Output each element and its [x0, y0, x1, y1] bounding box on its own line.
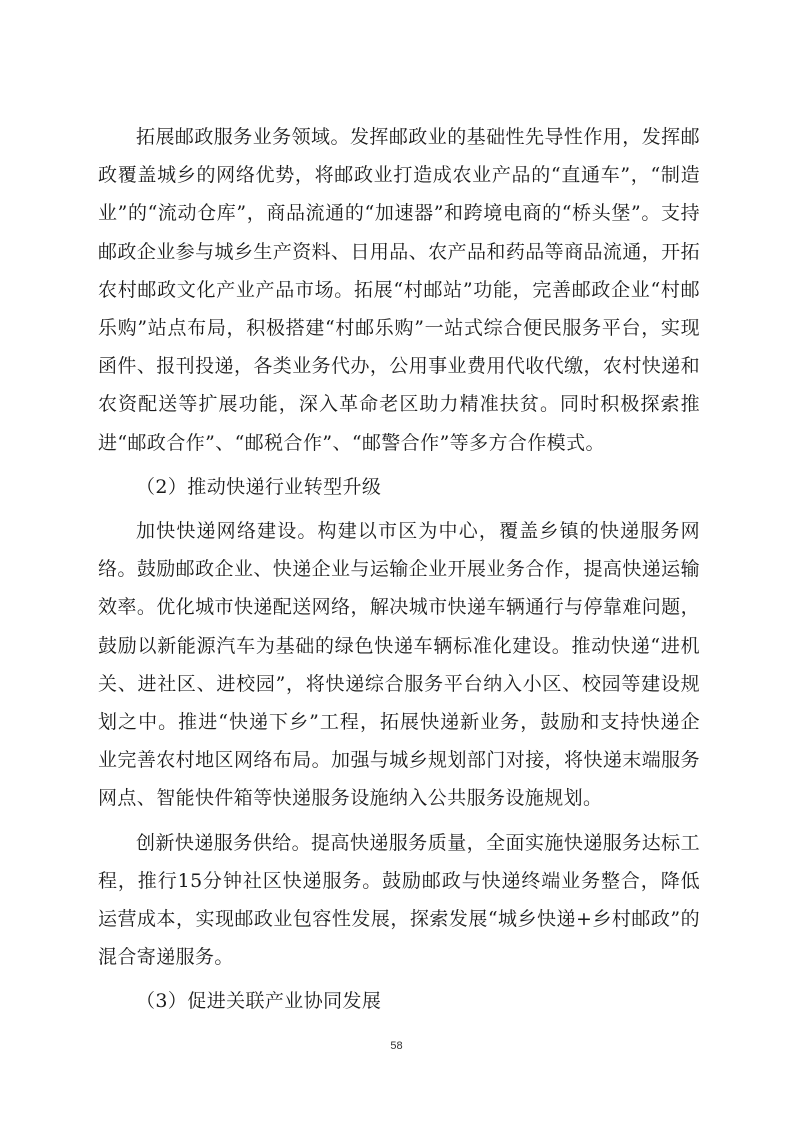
paragraph-express-supply: 创新快递服务供给。提高快递服务质量，全面实施快递服务达标工程，推行15分钟社区快递服务。鼓励邮政与快递终端业务整合，降低运营成本，实现邮政业包容性发展，探索发展“城乡快递+乡村邮政”的混合寄递服务。 — [98, 831, 700, 969]
paragraph-express-network: 加快快递网络建设。构建以市区为中心，覆盖乡镇的快递服务网络。鼓励邮政企业、快递企业与运输企业开展业务合作，提高快递运输效率。优化城市快递配送网络，解决城市快递车辆通行与停靠难问题，鼓励以新能源汽车为基础的绿色快递车辆标准化建设。推动快递“进机关、进社区、进校园”，将快递综合服务平台纳入小区、校园等建设规划之中。推进“快递下乡”工程，拓展快递新业务，鼓励和支持快递企业完善农村地区网络布局。加强与城乡规划部门对接，将快递末端服务网点、智能快件箱等快递服务设施纳入公共服务设施规划。 — [98, 520, 700, 810]
page-number: 58 — [390, 1040, 403, 1052]
page-body — [98, 118, 700, 1021]
section-heading-express-upgrade: （2）推动快递行业转型升级 — [136, 475, 382, 498]
section-heading-related-industries: （3）促进关联产业协同发展 — [136, 990, 382, 1013]
paragraph-postal-services: 拓展邮政服务业务领域。发挥邮政业的基础性先导性作用，发挥邮政覆盖城乡的网络优势，将邮政业打造成农业产品的“直通车”，“制造业”的“流动仓库”，商品流通的“加速器”和跨境电商的“桥头堡”。支持邮政企业参与城乡生产资料、日用品、农产品和药品等商品流通，开拓农村邮政文化产业产品市场。拓展“村邮站”功能，完善邮政企业“村邮乐购”站点布局，积极搭建“村邮乐购”一站式综合便民服务平台，实现函件、报刊投递，各类业务代办，公用事业费用代收代缴，农村快递和农资配送等扩展功能，深入革命老区助力精准扶贫。同时积极探索推进“邮政合作”、“邮税合作”、“邮警合作”等多方合作模式。 — [98, 126, 700, 454]
